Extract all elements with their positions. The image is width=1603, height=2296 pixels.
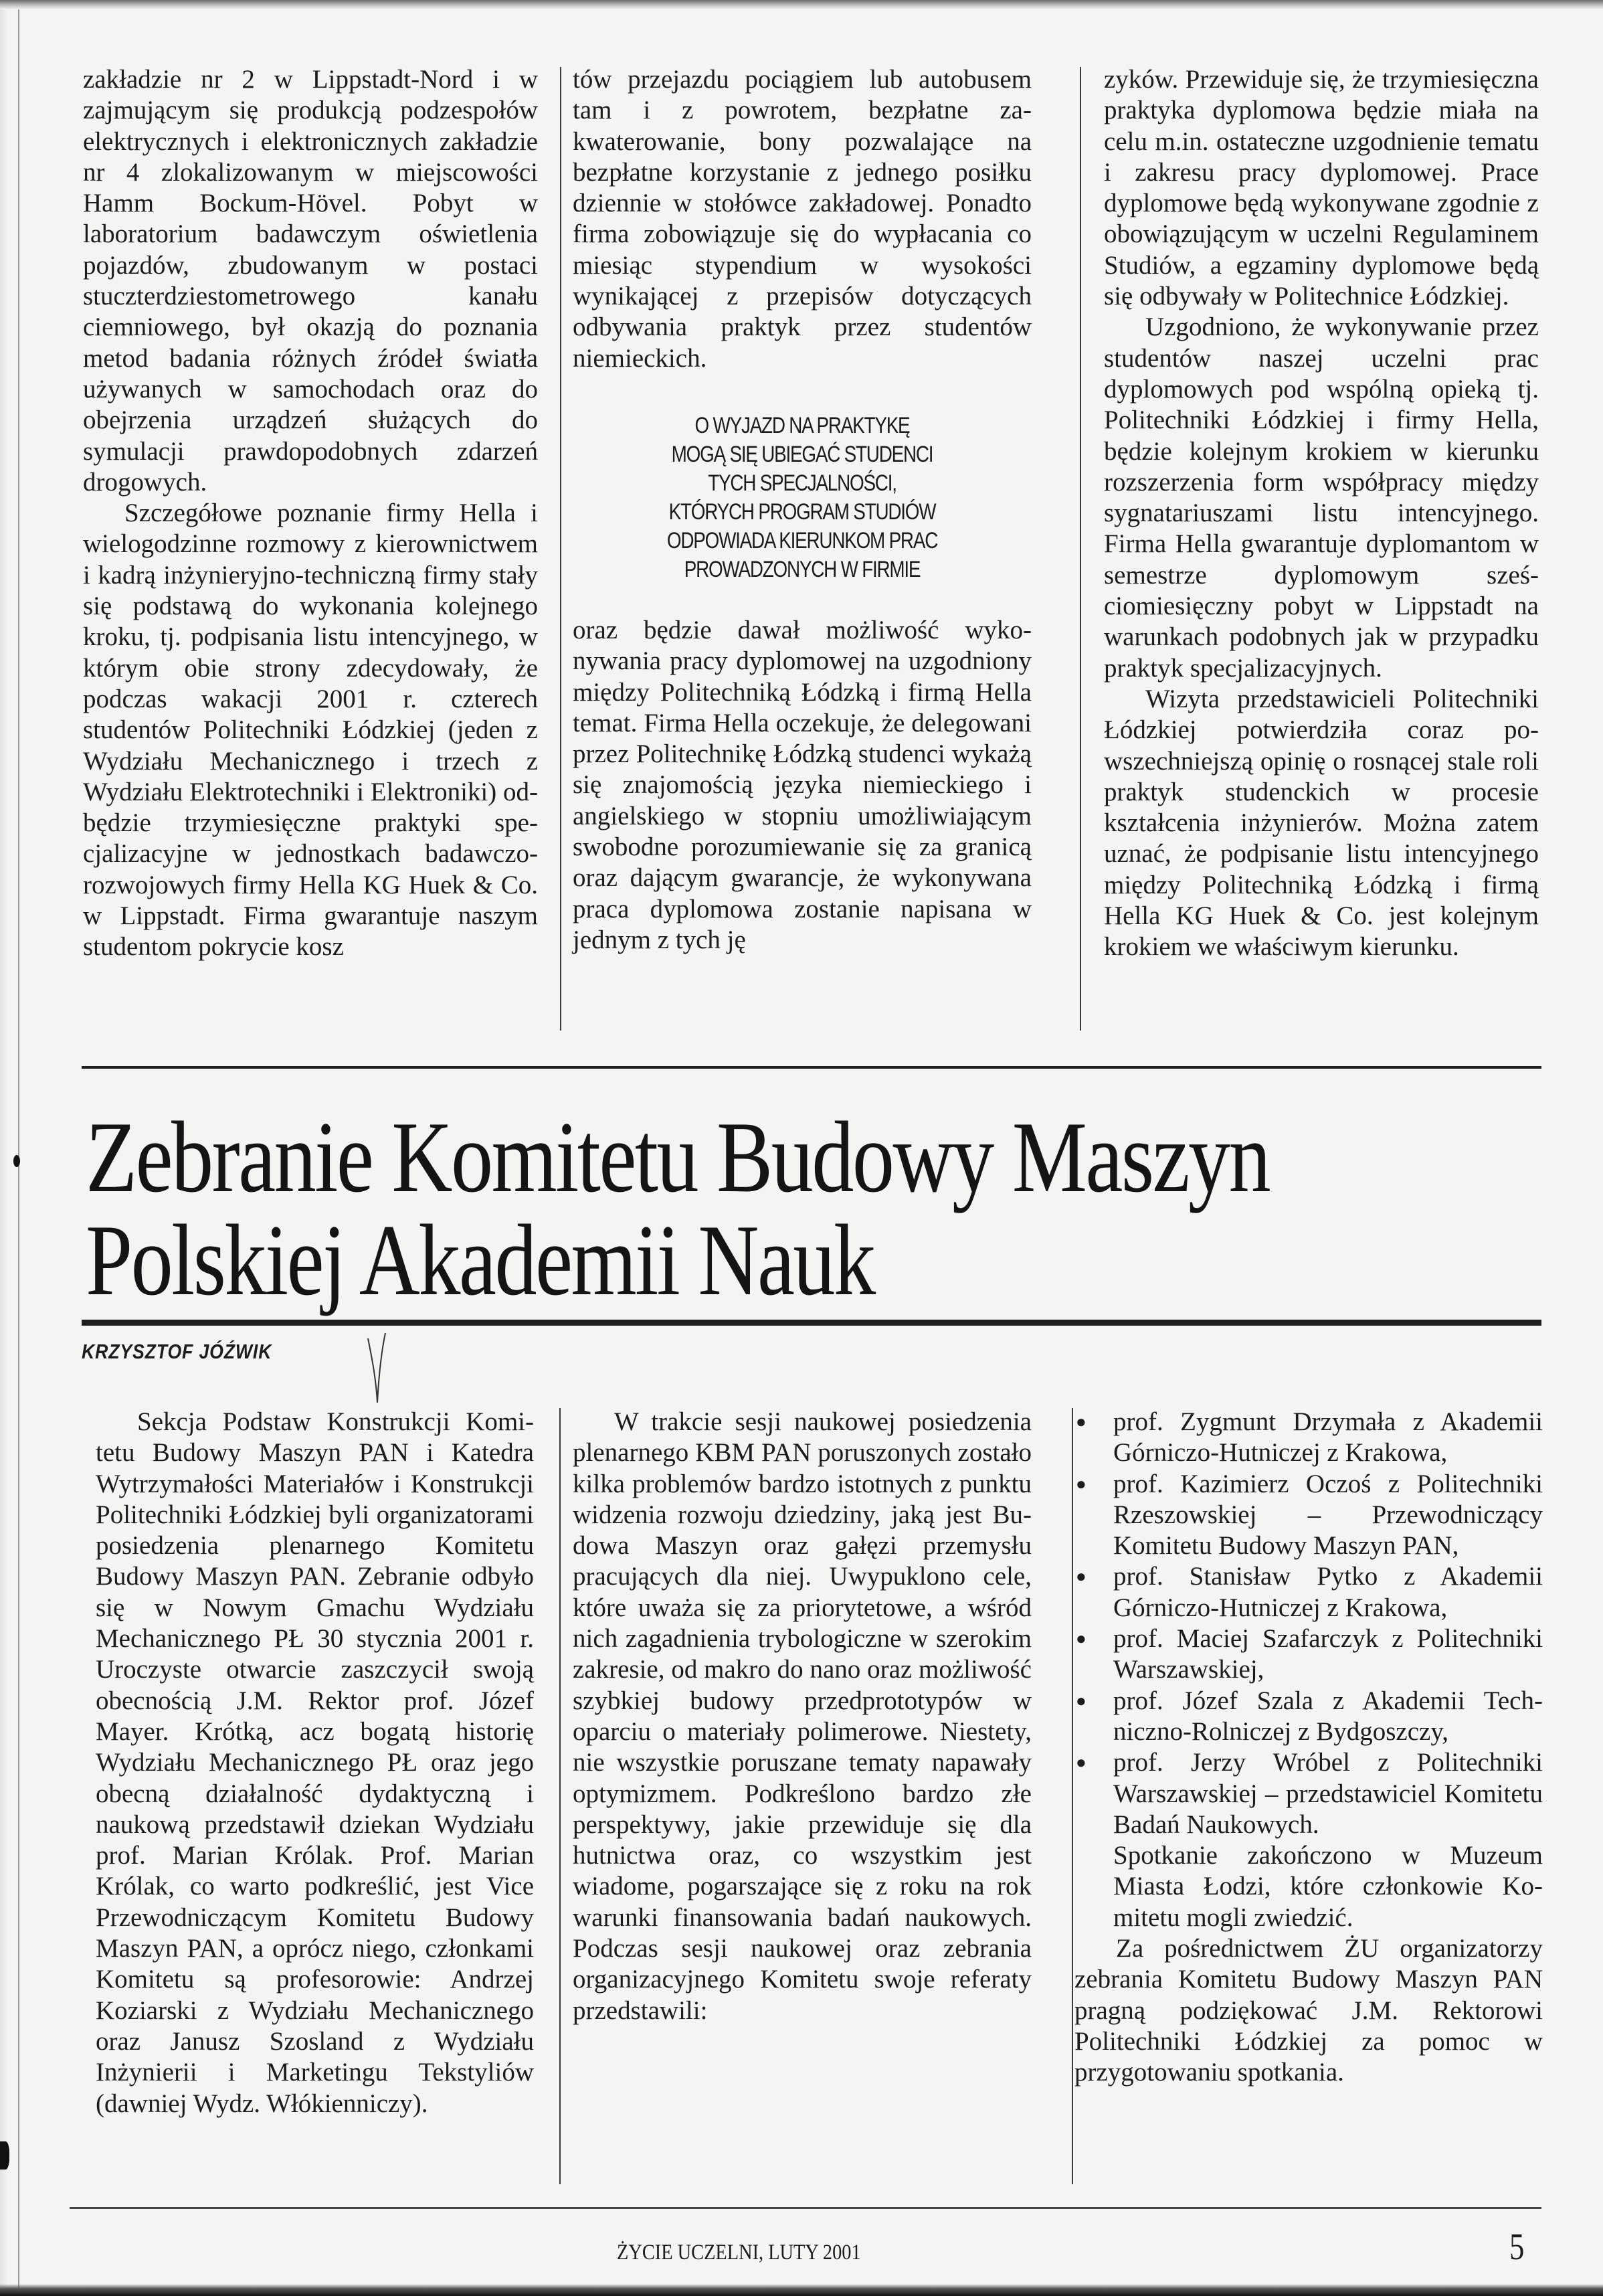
article-column-1 xyxy=(96,1407,534,2119)
margin-smudge xyxy=(0,2141,9,2170)
headline-line-1: Zebranie Komitetu Budowy Maszyn xyxy=(86,1101,1270,1213)
paragraph: Za pośrednictwem ŻU organizatorzy zebrania Komitetu Budowy Maszyn PAN pragną podziękować J.M. Rektorowi Politechniki Łódzkiej za pomoc w przygotowaniu spotkania. xyxy=(1074,1934,1543,2087)
column-divider xyxy=(559,1408,561,2184)
paragraph: zakładzie nr 2 w Lippstadt-Nord i w zajmującym się produkcją podzespołów elektrycznych i elektronicznych zakładzie nr 4 zlokalizowanym w miejscowości Hamm Bockum-Hövel. Pobyt w laboratorium badawczym oświetlenia pojazdów, zbudowanym w postaci stuczterdziestometrowego kanału ciemniowego, był okazją do poznania metod badania różnych źródeł światła używanych w samochodach oraz do obejrzenia urządzeń służących do symulacji prawdopodobnych zdarzeń drogowych. xyxy=(83,65,538,497)
prev-article-column-1 xyxy=(83,64,538,963)
speaker-list xyxy=(1074,1407,1543,1840)
paragraph: Spotkanie zakończono w Muzeum Miasta Łodzi, które członkowie Komitetu mogli zwiedzić. xyxy=(1113,1841,1543,1932)
page-binding-shadow xyxy=(0,0,8,2296)
article-column-2 xyxy=(573,1407,1032,2026)
column-divider xyxy=(560,67,561,1031)
speaker-list-item: ● prof. Maciej Szafarczyk z Politechniki Warszawskiej, xyxy=(1074,1623,1543,1686)
article-column-3 xyxy=(1074,1407,1543,2089)
speaker-list-item: ● prof. Zygmunt Drzymała z Akademii Górniczo-Hutniczej z Krakowa, xyxy=(1074,1407,1543,1469)
margin-smudge xyxy=(13,1155,20,1167)
paragraph: Uzgodniono, że wykonywanie przez studentów naszej uczelni prac dyplomowych pod wspólną opieką tj. Politechniki Łódzkiej i firmy Hella, będzie kolejnym krokiem w kierunku rozszerzenia form współpracy między sygnatariuszami listu intencyjnego. Firma Hella gwarantuje dyplomantom w semestrze dyplomowym sześciomiesięczny pobyt w Lippstadt na warunkach podobnych jak w przypadku praktyk specjalizacyjnych. xyxy=(1104,313,1539,683)
pull-quote-line: O WYJAZD NA PRAKTYKĘ xyxy=(694,412,910,438)
handwritten-check-icon xyxy=(367,1332,387,1405)
pull-quote-line: MOGĄ SIĘ UBIEGAĆ STUDENCI xyxy=(671,441,933,467)
publication-footer: ŻYCIE UCZELNI, LUTY 2001 xyxy=(617,2240,861,2265)
prev-article-column-3 xyxy=(1104,64,1539,963)
paragraph: Wizyta przedstawicieli Politechniki Łódzkiej potwierdziła coraz powszechniejszą opinię o rosnącej stale roli praktyk studenckich w procesie kształcenia inżynierów. Można zatem uznać, że podpisanie listu intencyjnego między Politechniką Łódzką i firmą Hella KG Huek & Co. jest kolejnym krokiem we właściwym kierunku. xyxy=(1104,684,1539,962)
speaker-list-item: ● prof. Stanisław Pytko z Akademii Górniczo-Hutniczej z Krakowa, xyxy=(1074,1561,1543,1623)
paragraph: Szczegółowe poznanie firmy Hella i wielogodzinne rozmowy z kierownictwem i kadrą inżynieryjno-techniczną firmy stały się podstawą do wykonania kolejnego kroku, tj. podpisania listu intencyjnego, w którym obie strony zdecydowały, że podczas wakacji 2001 r. czterech studentów Politechniki Łódzkiej (jeden z Wydziału Mechanicznego i trzech z Wydziału Elektrotechniki i Elektroniki) odbędzie trzymiesięczne praktyki specjalizacyjne w jednostkach badawczo-rozwojowych firmy Hella KG Huek & Co. w Lippstadt. Firma gwarantuje naszym studentom pokrycie kosz xyxy=(83,499,538,962)
speaker-list-item: ● prof. Józef Szala z Akademii Techniczno-Rolniczej z Bydgoszczy, xyxy=(1074,1686,1543,1748)
article-headline xyxy=(86,1101,1307,1316)
scan-top-edge xyxy=(0,0,1603,9)
paragraph: zyków. Przewiduje się, że trzymiesięczna praktyka dyplomowa będzie miała na celu m.in. ostateczne uzgodnienie tematu i zakresu pracy dyplomowej. Prace dyplomowe będą wykonywane zgodnie z obowiązującym w uczelni Regulaminem Studiów, a egzaminy dyplomowe będą się odbywały w Politechnice Łódzkiej. xyxy=(1104,65,1539,311)
pull-quote-line: ODPOWIADA KIERUNKOM PRAC xyxy=(666,527,938,553)
paragraph: tów przejazdu pociągiem lub autobusem tam i z powrotem, bezpłatne zakwaterowanie, bony pozwalające na bezpłatne korzystanie z jednego posiłku dziennie w stołówce zakładowej. Ponadto firma zobowiązuje się do wypłacania co miesiąc stypendium w wysokości wynikającej z przepisów dotyczących odbywania praktyk przez studentów niemieckich. xyxy=(573,65,1032,373)
page-number: 5 xyxy=(1509,2226,1525,2268)
speaker-list-item: ● prof. Jerzy Wróbel z Politechniki Warszawskiej – przedstawiciel Komitetu Badań Naukowych. xyxy=(1074,1747,1543,1840)
column-divider xyxy=(1072,1408,1073,2184)
pull-quote-line: PROWADZONYCH W FIRMIE xyxy=(684,556,921,582)
prev-article-column-2 xyxy=(573,64,1032,956)
paragraph: Sekcja Podstaw Konstrukcji Komitetu Budowy Maszyn PAN i Katedra Wytrzymałości Materiałów i Konstrukcji Politechniki Łódzkiej byli organizatorami posiedzenia plenarnego Komitetu Budowy Maszyn PAN. Zebranie odbyło się w Nowym Gmachu Wydziału Mechanicznego PŁ 30 stycznia 2001 r. Uroczyste otwarcie zaszczycił swoją obecnością J.M. Rektor prof. Józef Mayer. Krótką, acz bogatą historię Wydziału Mechanicznego PŁ oraz jego obecną działalność dydaktyczną i naukową przedstawił dziekan Wydziału prof. Marian Królak. Prof. Marian Królak, co warto podkreślić, jest Vice Przewodniczącym Komitetu Budowy Maszyn PAN, a oprócz niego, członkami Komitetu są profesorowie: Andrzej Koziarski z Wydziału Mechanicznego oraz Janusz Szosland z Wydziału Inżynierii i Marketingu Tekstyliów (dawniej Wydz. Włókienniczy). xyxy=(96,1407,534,2118)
pull-quote-line: TYCH SPECJALNOŚCI, xyxy=(708,470,897,496)
column-divider xyxy=(1080,67,1081,1031)
paragraph: W trakcie sesji naukowej posiedzenia plenarnego KBM PAN poruszonych zostało kilka problemów bardzo istotnych z punktu widzenia rozwoju dziedziny, jaką jest Budowa Maszyn oraz gałęzi przemysłu pracujących dla niej. Uwypuklono cele, które uważa się za priorytetowe, a wśród nich zagadnienia trybologiczne w szerokim zakresie, od makro do nano oraz możliwość szybkiej budowy przedprototypów w oparciu o materiały polimerowe. Niestety, nie wszystkie poruszane tematy napawały optymizmem. Podkreślono bardzo złe perspektywy, jakie przewiduje się dla hutnictwa oraz, co wszystkim jest wiadome, pogarszające się z roku na rok warunki finansowania badań naukowych. Podczas sesji naukowej oraz zebrania organizacyjnego Komitetu swoje referaty przedstawili: xyxy=(573,1407,1032,2025)
speaker-list-item: ● prof. Kazimierz Oczoś z Politechniki Rzeszowskiej – Przewodniczący Komitetu Budowy Maszyn PAN, xyxy=(1074,1469,1543,1562)
headline-line-2: Polskiej Akademii Nauk xyxy=(86,1204,874,1316)
scan-bottom-edge xyxy=(0,2284,1603,2296)
page-left-edge xyxy=(18,9,19,2296)
headline-bottom-rule xyxy=(82,1320,1541,1326)
headline-top-rule xyxy=(82,1066,1541,1069)
footer-rule xyxy=(70,2207,1541,2209)
paragraph: oraz będzie dawał możliwość wykonywania pracy dyplomowej na uzgodniony między Politechniką Łódzką i firmą Hella temat. Firma Hella oczekuje, że delegowani przez Politechnikę Łódzką studenci wykażą się znajomością języka niemieckiego i angielskiego w stopniu umożliwiającym swobodne porozumiewanie się za granicą oraz dającym gwarancje, że wykonywana praca dyplomowa zostanie napisana w jednym z tych ję xyxy=(573,615,1032,954)
pull-quote-line: KTÓRYCH PROGRAM STUDIÓW xyxy=(668,499,936,525)
author-byline: KRZYSZTOF JÓŹWIK xyxy=(82,1340,272,1363)
pull-quote xyxy=(614,412,991,584)
